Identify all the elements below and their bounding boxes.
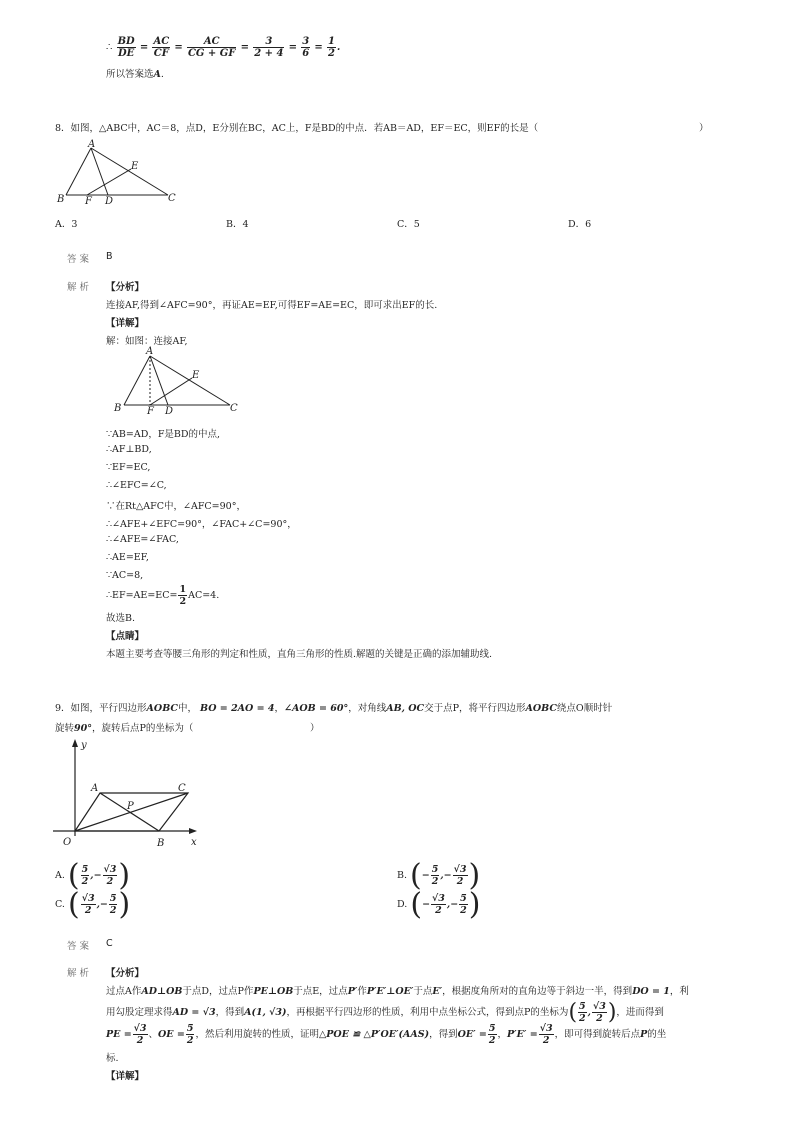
q9-option-b[interactable]: B. (− $\frac{5}{2}$ ,− $\frac{√3}{2}$ ): [397, 858, 481, 893]
q8-label-b: B: [57, 194, 65, 205]
q9-label-o: O: [63, 837, 72, 848]
q9-answer: C: [106, 938, 113, 949]
q9-answer-label: 答案: [67, 941, 93, 952]
q8-step-2: ∴AF⊥BD,: [106, 444, 152, 455]
q8-triangle-figure: [55, 138, 185, 208]
q8-solution-figure: [112, 344, 247, 418]
q8-step-9: ∵AC=8,: [106, 570, 144, 581]
ratio-bd-de: $\frac{BD}{DE}$: [117, 36, 135, 59]
q9-analysis-label: 解析: [67, 968, 93, 979]
q9-analysis-line2: 用勾股定理求得AD = √3，得到A(1, √3)，再根据平行四边形的性质，利用中点坐标公式，得到点P的坐标为( $\frac{5}{2}$ , $\frac{√3}{2}$ )，进而得到: [106, 1000, 664, 1025]
q9-option-d[interactable]: D. (− $\frac{√3}{2}$ ,− $\frac{5}{2}$ ): [397, 887, 481, 922]
q8-option-d[interactable]: D．6: [568, 219, 592, 230]
q8-step-1: ∵AB=AD，F是BD的中点,: [106, 429, 221, 440]
q8-step-6: ∴∠AFE+∠EFC=90°，∠FAC+∠C=90°，: [106, 519, 297, 530]
q9-xiangjie-heading: 【详解】: [106, 1071, 145, 1082]
q8-step-8: ∴AE=EF,: [106, 552, 149, 563]
q8-stem: 8．如图，△ABC中，AC＝8，点D，E分别在BC，AC上，F是BD的中点．若AB＝AD，EF＝EC，则EF的长是（ ）: [55, 123, 709, 134]
q9-fenxi-heading: 【分析】: [106, 968, 145, 979]
q8s-label-a: A: [146, 346, 154, 357]
ratio-ac-cggf: $\frac{AC}{CG + GF}$: [187, 36, 236, 59]
q9-stem-line2: 旋转90°，旋转后点P的坐标为（ ）: [55, 723, 320, 734]
q8-answer-label: 答案: [67, 254, 93, 265]
q8-label-f: F: [85, 196, 92, 207]
q8-label-e: E: [131, 161, 139, 172]
q8-dianjing-text: 本题主要考查等腰三角形的判定和性质，直角三角形的性质.解题的关键是正确的添加辅助线.: [106, 649, 493, 660]
q8-final-step: ∴EF=AE=EC= $\frac{1}{2}$ AC=4.: [106, 584, 220, 607]
q8-choose: 故选B.: [106, 613, 136, 624]
ratio-1-2: $\frac{1}{2}$: [327, 36, 335, 59]
q8s-label-b: B: [114, 403, 122, 414]
q8s-label-e: E: [192, 370, 200, 381]
q8s-label-c: C: [230, 403, 238, 414]
q8-label-d: D: [105, 196, 114, 207]
q9-label-p: P: [127, 801, 134, 812]
q8-option-b[interactable]: B．4: [226, 219, 249, 230]
q8-fenxi-text: 连接AF,得到∠AFC=90°，再证AE=EF,可得EF=AE=EC，即可求出EF的长.: [106, 300, 438, 311]
ratio-3-6a: $\frac{3}{2 + 4}$: [254, 36, 284, 59]
ratio-ac-cf: $\frac{AC}{CF}$: [153, 36, 170, 59]
q8-label-c: C: [168, 193, 176, 204]
q9-analysis-line1: 过点A作AD⊥OB于点D，过点P作PE⊥OB于点E，过点P′作P′E′⊥OE′于点E′，根据度角所对的直角边等于斜边一半，得到DO = 1，利: [106, 986, 689, 997]
q8-step-4: ∴∠EFC=∠C,: [106, 480, 167, 491]
q8-analysis-label: 解析: [67, 282, 93, 293]
q8s-label-f: F: [147, 406, 154, 417]
q8-label-a: A: [88, 139, 96, 150]
q7-ratio-equation: ∴ $\frac{BD}{DE}$ = $\frac{AC}{CF}$ = $\frac{AC}{CG + GF}$ = $\frac{3}{2 + 4}$ = $\frac{3}{6}$ = $\frac{1}{2}$ .: [106, 36, 341, 59]
q9-label-x: x: [191, 837, 197, 848]
ratio-3-6b: $\frac{3}{6}$: [302, 36, 310, 59]
q8-option-c[interactable]: C．5: [397, 219, 420, 230]
q9-analysis-line4: 标.: [106, 1053, 119, 1064]
q9-coordinate-figure: [45, 736, 210, 852]
q7-conclusion: 所以答案选A.: [106, 69, 164, 80]
q9-label-a: A: [91, 783, 99, 794]
q8-step-7: ∴∠AFE=∠FAC,: [106, 534, 179, 545]
q9-analysis-line3: PE = $\frac{√3}{2}$ 、OE = $\frac{5}{2}$ ，然后利用旋转的性质，证明△POE ≌ △P′OE′(AAS)，得到OE′ = $\frac{5}{2}$ ，P′E′ = $\frac{√3}{2}$ ，即可得到旋转后点P的坐: [106, 1023, 667, 1046]
q8-solution-intro: 解：如图：连接AF,: [106, 336, 188, 347]
q8-xiangjie-heading: 【详解】: [106, 318, 145, 329]
q8-step-5: ∵在Rt△AFC中，∠AFC=90°，: [106, 501, 246, 512]
q9-label-b: B: [157, 838, 165, 849]
q8-fenxi-heading: 【分析】: [106, 282, 145, 293]
q8-step-3: ∵EF=EC,: [106, 462, 151, 473]
q8-option-a[interactable]: A．3: [55, 219, 78, 230]
q9-label-c: C: [178, 783, 186, 794]
q9-option-a[interactable]: A. ( $\frac{5}{2}$ ,− $\frac{√3}{2}$ ): [55, 858, 131, 893]
q8-answer: B: [106, 251, 113, 262]
q9-stem-line1: 9．如图，平行四边形AOBC中， BO = 2AO = 4，∠AOB = 60°，对角线AB, OC交于点P，将平行四边形AOBC绕点O顺时针: [55, 703, 613, 714]
q8s-label-d: D: [165, 406, 174, 417]
q9-option-c[interactable]: C. ( $\frac{√3}{2}$ ,− $\frac{5}{2}$ ): [55, 887, 131, 922]
q8-dianjing-heading: 【点睛】: [106, 631, 145, 642]
q9-label-y: y: [81, 740, 87, 751]
therefore-symbol: ∴: [106, 42, 113, 53]
